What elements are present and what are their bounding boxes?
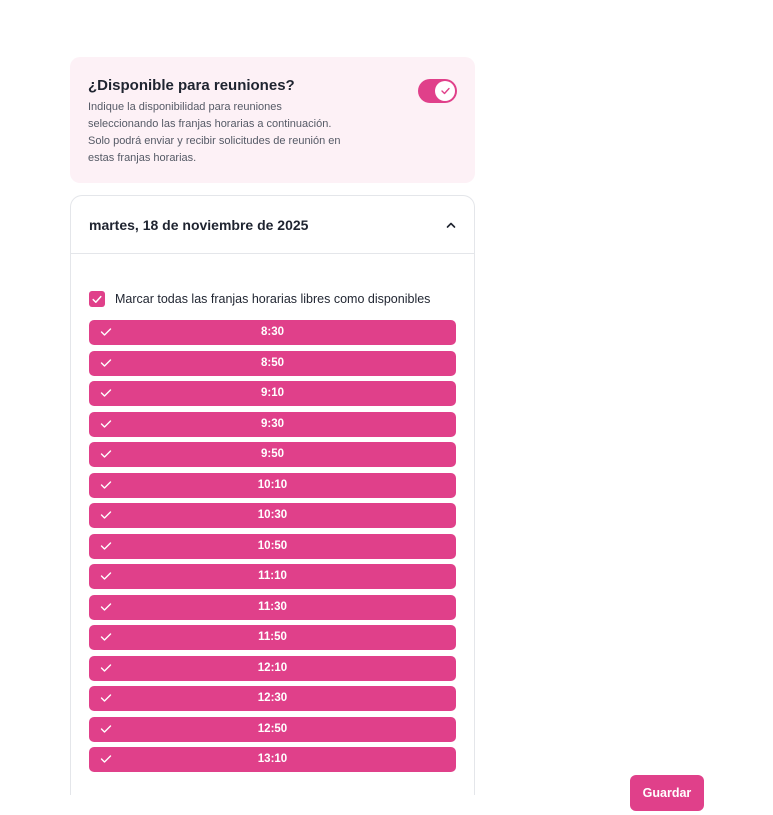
time-slot-label: 11:30 (258, 600, 287, 613)
time-slot-label: 11:10 (258, 570, 287, 582)
time-slot-label: 8:50 (260, 356, 285, 369)
time-slot-label: 10:10 (257, 478, 288, 491)
availability-toggle[interactable] (418, 79, 457, 103)
time-slot-label: 11:50 (258, 631, 287, 643)
time-slot-button[interactable] (89, 595, 456, 620)
time-slot-label: 10:30 (257, 509, 288, 521)
time-slot-label: 12:30 (257, 692, 288, 704)
time-slot-label: 12:10 (257, 661, 288, 674)
time-slot-label: 13:10 (257, 753, 288, 765)
time-slot-button[interactable] (89, 320, 456, 345)
date-title: martes, 18 de noviembre de 2025 (89, 217, 309, 233)
time-slot-button[interactable] (89, 503, 456, 528)
time-slot-button[interactable] (89, 351, 456, 376)
availability-card (70, 57, 475, 183)
check-icon (441, 87, 450, 95)
time-slot-button[interactable] (89, 656, 456, 681)
time-slot-button[interactable] (89, 747, 456, 772)
time-slot-label: 9:10 (260, 387, 285, 399)
mark-all-label: Marcar todas las franjas horarias libres como disponibles (115, 292, 431, 306)
chevron-up-icon[interactable] (444, 218, 458, 232)
time-slot-button[interactable] (89, 717, 456, 742)
time-slot-button[interactable] (89, 625, 456, 650)
toggle-knob (435, 81, 455, 101)
date-panel (70, 195, 475, 795)
time-slot-button[interactable] (89, 686, 456, 711)
time-slot-label: 10:50 (257, 539, 288, 552)
save-button[interactable]: Guardar (630, 775, 704, 811)
time-slot-button[interactable] (89, 412, 456, 437)
mark-all-checkbox[interactable] (89, 291, 105, 307)
time-slot-button[interactable] (89, 473, 456, 498)
check-icon (92, 295, 102, 304)
time-slot-button[interactable] (89, 381, 456, 406)
time-slot-button[interactable] (89, 442, 456, 467)
time-slot-label: 8:30 (260, 326, 285, 338)
availability-description: Indique la disponibilidad para reuniones seleccionando las franjas horarias a continuación. Solo podrá enviar y recibir solicitudes de reunión en estas franjas horarias. (88, 101, 341, 164)
availability-title: ¿Disponible para reuniones? (88, 77, 295, 94)
time-slot-button[interactable] (89, 564, 456, 589)
mark-all-checkbox-row[interactable] (89, 291, 430, 307)
time-slot-label: 9:50 (260, 448, 285, 460)
date-accordion-header[interactable] (71, 196, 474, 254)
time-slot-label: 9:30 (260, 417, 285, 430)
time-slot-button[interactable] (89, 534, 456, 559)
time-slot-label: 12:50 (257, 722, 288, 735)
